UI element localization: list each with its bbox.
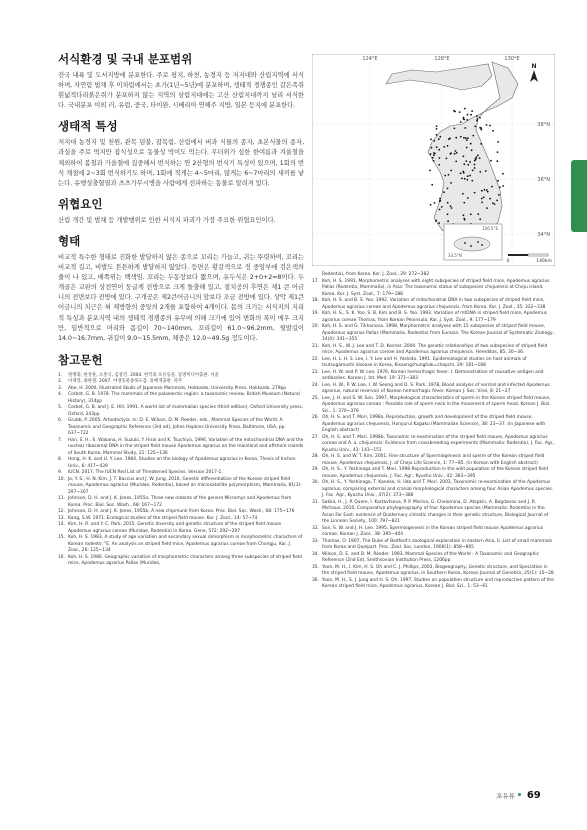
reference-item <box>312 298 555 311</box>
occurrence-point <box>430 153 432 155</box>
occurrence-point <box>483 196 485 198</box>
occurrence-point <box>481 198 483 200</box>
occurrence-point <box>462 193 464 195</box>
reference-text: IUCN. 2017, The IUCN Red List of Threatened Species. Version 2017-1. <box>68 470 223 476</box>
occurrence-point <box>467 137 469 139</box>
reference-text: Koh, H. S., S. K. Yoo, S. B. Kim and B. S. Yoo. 1993. Variation of mtDNA in striped field mice, Apodemus agrarius coreae Thomas, from Korean Peninsula. Kor. J. Syst. Zool., 9: 177~179 <box>322 311 548 323</box>
occurrence-point <box>476 156 478 158</box>
occurrence-point <box>463 202 465 204</box>
threat-heading: 위협요인 <box>58 196 103 211</box>
reference-item <box>312 357 555 370</box>
occurrence-point <box>436 134 438 136</box>
occurrence-point <box>461 178 463 180</box>
reference-text: Jo, Y. S., H. N. Kim, J. T. Baccus and J. W. Jung, 2016, Genetic differentiation of the Korean striped field mouse, Apodemus agrarius (Muridae, Rodentia), based on microsatellite polymorphism, Mammalia, 81(3): 297~307 <box>68 476 302 495</box>
occurrence-point <box>474 164 476 166</box>
jeju-inset <box>444 224 502 260</box>
occurrence-point <box>444 175 446 177</box>
occurrence-point <box>492 130 494 132</box>
occurrence-point <box>479 127 481 129</box>
occurrence-point <box>469 161 471 163</box>
reference-item <box>312 435 555 455</box>
occurrence-point <box>467 164 469 166</box>
occurrence-point <box>439 200 441 202</box>
occurrence-point <box>438 138 440 140</box>
reference-item <box>312 539 555 552</box>
reference-number: 25. <box>312 395 319 401</box>
reference-text: Oh, H. S. and T. Mori. 1998b, Taxonomic re-examination of the striped field mouse, Apodemus agrarius coreae and A. a. chejuensis: Evidence from crossbreeding experiments (Mammalia: Rodentia), J. Fac. Agr., Kyushu Univ., 43: 143~151 <box>322 434 555 453</box>
occurrence-point <box>476 120 478 122</box>
reference-item <box>58 555 304 568</box>
section-tab <box>571 160 587 232</box>
occurrence-point <box>434 202 436 204</box>
north-label: N <box>531 63 537 70</box>
reference-text: Corbet, G. B. and J. E. Hill, 1991, A world list of mammalian species (third edition), Oxford University press, Oxford, 243pp <box>68 405 304 417</box>
reference-item <box>58 457 304 470</box>
occurrence-point <box>463 137 465 139</box>
reference-number: 15. <box>58 535 65 541</box>
reference-number: 32. <box>312 525 319 531</box>
reference-text: Grubb, P. 2005, Artiodactyla. In: D. E. Wilson, D. M. Reeder, eds., Mammal Species of the World, A Taxonomic and Geographic Reference (3rd ed), Johns Hopkins University Press, Baltimore, USA, pp. 637~722 <box>68 418 286 437</box>
occurrence-point <box>464 108 466 110</box>
occurrence-point <box>465 160 467 162</box>
occurrence-point <box>466 119 468 121</box>
occurrence-point <box>436 146 438 148</box>
reference-text: Sakka, H., J. P. Quere, I. Kartavtseva, P. P. Marina, G. Chelomina, D. Atopkin, A. Bogdanov and J. R. Michaux. 2010, Comparative phylogeography of four Apodemus species (Mammalia: Rodentia) in the Asian Far East: evidence of Quaternary climatic changes in their genetic structure, Biological Journal of the Linnean Society, 100: 797~821 <box>322 499 549 524</box>
occurrence-point <box>438 222 440 224</box>
reference-text: Abe, H. 2000, Illustrated Skulls of Japanese Mammals, Hokkaido, University Press, Hokkaido. 279pp <box>68 385 287 391</box>
occurrence-point <box>474 126 476 128</box>
distribution-map <box>312 54 555 266</box>
lon-label: 130°E <box>504 56 520 62</box>
occurrence-point <box>431 147 433 149</box>
reference-item <box>58 438 304 458</box>
reference-text: Lee, H. L. H. S. Lee, I. Y. Lee and H. Yoshida. 1991. Epidemiological studies on host animals of tsutsugamushi disease in Korea, Kisaengchunghak=chapchi, 29: 181~188 <box>322 356 527 368</box>
scale-label: 140km <box>536 259 552 264</box>
reference-item <box>312 415 555 435</box>
occurrence-point <box>463 214 465 216</box>
occurrence-point <box>470 213 472 215</box>
lat-label: 34°N <box>537 232 550 238</box>
references-list-right <box>312 272 555 591</box>
reference-number: 16. <box>58 554 65 560</box>
reference-text: Oh, H. S., Y. Yoshinaga and T. Mori. 1998 Reproduction in the wild population of the Korean striped field mouse, Apodemus chejuensis, J. Fac. Agr., Kyushu Univ., 42: 383~395 <box>322 467 549 479</box>
reference-item <box>312 324 555 344</box>
reference-item <box>312 370 555 383</box>
reference-item <box>312 500 555 526</box>
reference-item <box>58 477 304 497</box>
reference-text: Oh, H. S. and W. T. Kim, 2001, Fine structure of Spermiogenesis and sperm of the Korean striped field mouse, Apodemus chejuensis, J. of Cheju Life Science, 1: 77~85. (in Korean with English abstract) <box>322 454 545 466</box>
habitat-paragraph: 전국 내륙 및 도서지방에 분포한다. 주로 평지, 하천, 농경지 등 저지대와 산림지역에 서식하며, 자연림 벌채 후 이차림에서는 초기(1년~5년)에 분포하며, 생태적 경쟁종인 갈은족쥐 흰넓적다리붉은쥐가 분포하지 않는 지역의 삼림지대에는 고산 산림지대까지 널리 서식한다. 국내분포 이외 러, 유럽, 중국, 타이완, 시베리아 연해주 지방, 일본 등지에 분포한다. <box>58 71 304 110</box>
occurrence-point <box>471 180 473 182</box>
reference-number: 33. <box>312 538 319 544</box>
reference-item <box>58 535 304 555</box>
reference-text: Koh, H. S., W. J. Lee and T. D. Kocher. 2000. The genetic relationships of two subspecies of striped field mice, Apodemus agrarius coreae and Apodemus agrarius chejuensis. Hereditas, 85: 30~36. <box>322 343 548 355</box>
occurrence-point <box>439 136 441 138</box>
occurrence-point <box>487 191 489 193</box>
occurrence-point <box>474 167 476 169</box>
occurrence-point <box>429 170 431 172</box>
occurrence-point <box>492 202 494 204</box>
reference-text: Yoon, M. H., I. Kim, H. S. Oh and C. J. Phillips, 2003, Biogeography, Genetic structure, and Speciation in the striped field mouse, Apodemus agrarius, in Southern Korea, Korean Journal of Genetics, 25(1): 15~28 <box>322 564 554 576</box>
reference-number: 19. <box>312 311 319 316</box>
reference-number: 18. <box>312 298 319 303</box>
right-column <box>312 272 555 591</box>
reference-number: 1. <box>58 372 63 378</box>
occurrence-point <box>486 124 488 126</box>
ecology-heading: 생태적 특성 <box>58 119 118 134</box>
occurrence-point <box>497 180 499 182</box>
occurrence-point <box>463 163 465 165</box>
occurrence-point <box>460 136 462 138</box>
reference-text: Oh, H. S., Y. Yoshinaga, T. Kaneko, H. Iida and T. Mori. 2003, Taxonomic re-examination of the Apodemus agrarius, comparing external and cranial morphological characters among four Asian Apodemus species. J. Fac. Agr., Kyushu Univ., 47(2): 373~386 <box>322 480 554 498</box>
reference-text: Yoon, M. H., S. J. Jung and H. S. Oh. 1997. Studies on population structure and reproductive pattern of the Korean striped field mice, Apodemus agrarius, Korean J. Biol. Sci., 1: 53~61 <box>322 577 554 589</box>
occurrence-point <box>464 178 466 180</box>
occurrence-point <box>435 220 437 222</box>
occurrence-point <box>502 185 504 187</box>
occurrence-point <box>496 160 498 162</box>
reference-item <box>58 405 304 418</box>
occurrence-point <box>502 173 504 175</box>
occurrence-point <box>479 157 481 159</box>
reference-number: 8. <box>58 457 63 463</box>
footer-dot-icon <box>518 793 521 796</box>
reference-number: 3. <box>58 385 63 391</box>
scale-label: 0 <box>506 259 510 264</box>
reference-number: 34. <box>312 551 319 557</box>
occurrence-point <box>455 150 457 152</box>
footer-section-label: 포유류 <box>496 792 515 800</box>
occurrence-point <box>484 189 486 191</box>
reference-number: 23. <box>312 369 319 375</box>
occurrence-point <box>450 170 452 172</box>
threat-paragraph: 산림 개간 및 벌채 등 개발행위로 인한 서식지 파괴가 가장 주요한 위협요인이다. <box>58 215 276 224</box>
occurrence-point <box>467 197 469 199</box>
occurrence-point <box>432 157 434 159</box>
occurrence-point <box>491 186 493 188</box>
occurrence-point <box>463 218 465 220</box>
reference-number: 30. <box>312 480 319 485</box>
reference-text: Thomas, O. 1907, The Duke of Bedford's zoological exploration in eastern Asia, II. List of small mammals from Korea and Quelpart. Proc. Zool. Soc. London, 1906(1): 858~865 <box>322 538 553 550</box>
reference-item <box>312 578 555 591</box>
occurrence-point <box>479 117 481 119</box>
reference-number: 27. <box>312 434 319 440</box>
reference-number: 7. <box>58 437 63 443</box>
reference-number: 22. <box>312 356 319 362</box>
reference-item <box>58 392 304 405</box>
occurrence-point <box>448 174 450 176</box>
occurrence-point <box>433 140 435 142</box>
occurrence-point <box>476 115 478 117</box>
reference-number: 20. <box>312 324 319 329</box>
occurrence-point <box>451 207 453 209</box>
occurrence-point <box>481 202 483 204</box>
occurrence-point <box>436 125 438 127</box>
occurrence-point <box>477 118 479 120</box>
occurrence-point <box>448 138 450 140</box>
reference-item <box>312 526 555 539</box>
occurrence-point <box>479 218 481 220</box>
ecology-paragraph: 저지대 농경지 및 천원, 관목 덤불, 잡목림, 산림에서 버과 식물의 종자, 초본식물의 종자, 과실을 주로 먹지만 잡식성으로 동물성 먹이도 먹는다. 무더위가 심한 한여름과 겨울철을 제외하여 봄철과 가을철에 집중해서 번식하는 연 2산형의 번식기 특성이 있으며, 1회의 번식 계절에 2~3회 번식하기도 하며, 1회에 적게는 4~5마리, 많게는 6~7마리의 새끼를 낳는다. 유행성출혈열과 츠츠가무시병을 사람에게 전파하는 동물로 알려져 있다. <box>58 138 304 187</box>
reference-text: Koh, H. S. and G. Tikhonova. 1998, Morphometric analyses with 15 subspecies of striped field mouse, Apodemus agrarius Pallas (Mammalia, Rodentia) from Eurasia. The Korean Journal of Systematic Zoology, 14(4): 341~355 <box>322 324 554 342</box>
reference-text: Kim, H. R. and Y. C. Park, 2015. Genetic diversity and genetic structure of the striped field mouse Apodemus agrarius coreae (Muridae, Rodentia) in Korea. Gene, 572: 292~297 <box>68 522 282 534</box>
occurrence-point <box>471 110 473 112</box>
occurrence-point <box>464 127 466 129</box>
occurrence-point <box>490 160 492 162</box>
reference-text: Han, S. H., S. Wakana, H. Suzuki, Y. Hirai and K. Tsuchiya, 1996, Variation of the mitochondrial DNA and the nuclear ribosomal DNA in the striped field mouse Apodemus agrarius on the mainland and offshore islands of South Korea, Mammal Study, 21: 125~136 <box>68 437 304 456</box>
occurrence-point <box>433 152 435 154</box>
occurrence-point <box>466 179 468 181</box>
occurrence-point <box>470 114 472 116</box>
occurrence-point <box>454 111 456 113</box>
occurrence-point <box>433 154 435 156</box>
reference-item <box>58 522 304 535</box>
occurrence-point <box>481 190 483 192</box>
occurrence-point <box>471 149 473 151</box>
page-number: 69 <box>526 790 541 801</box>
occurrence-point <box>450 182 452 184</box>
reference-number: 9. <box>58 470 63 476</box>
reference-text: Wilson, D. E. and D. M. Reeder. 1993, Mammal Species of the World - A Taxonomic and Geographic Reference (2nd Ed), Smithsonian Institution Press, 1206pp <box>322 551 539 563</box>
occurrence-point <box>447 188 449 190</box>
reference-item <box>312 552 555 565</box>
occurrence-point <box>430 139 432 141</box>
occurrence-point <box>474 192 476 194</box>
reference-number: 5. <box>58 405 63 411</box>
occurrence-point <box>454 153 456 155</box>
occurrence-point <box>439 209 441 211</box>
occurrence-point <box>479 171 481 173</box>
occurrence-point <box>498 194 500 196</box>
occurrence-point <box>466 139 468 141</box>
occurrence-point <box>460 172 462 174</box>
reference-text: Lee, H. W., P. W. Lee, I. W. Seong and D. S. Park. 1978, Blood analysis of normal and infected Apodemus agrarius, natural reservoir of Korean hemorrhagic fever. Korean J. Soc. Virol, 8: 21~27 <box>322 382 550 394</box>
occurrence-point <box>472 135 474 137</box>
reference-text: Corbet, G. B. 1978. The mammals of the palaearctic region: a taxonomic review, British Museum (Natural History), 314pp <box>68 392 300 404</box>
occurrence-point <box>485 170 487 172</box>
references-list-left <box>58 373 304 568</box>
occurrence-point <box>439 198 441 200</box>
occurrence-point <box>499 186 501 188</box>
occurrence-point <box>486 189 488 191</box>
occurrence-point <box>431 184 433 186</box>
reference-number: 35. <box>312 564 319 570</box>
occurrence-point <box>489 198 491 200</box>
reference-number: 6. <box>58 418 63 424</box>
reference-item <box>312 565 555 578</box>
reference-text: Johnson, D. H. and J. K. Jones, 1955a. Three new rodents of the genera Micromys and Apodemus from Korea. Proc. Biol. Soc. Wash., 68: 167~172 <box>68 496 292 508</box>
reference-number: 10. <box>58 476 65 482</box>
occurrence-point <box>433 160 435 162</box>
reference-item <box>312 467 555 480</box>
occurrence-point <box>494 203 496 205</box>
occurrence-point <box>459 111 461 113</box>
occurrence-point <box>463 155 465 157</box>
occurrence-point <box>454 128 456 130</box>
occurrence-point <box>438 149 440 151</box>
occurrence-point <box>480 143 482 145</box>
reference-number: 14. <box>58 522 65 528</box>
lon-label: 128°E <box>434 56 450 62</box>
morphology-paragraph: 비교적 특수한 형태로 진화한 발달하지 않은 종으로 꼬리는 가늘고, 귀는 뚜렷하며, 꼬리는 비교적 길고, 비발도 튼튼하게 발달하지 않았다. 등면은 황갈색으로 정 중앙부에 검은색의 줄이 나 있고, 배쪽위는 백색임. 꼬리는 두동장보다 짧으며, 유두식은 2+0+2=8이다. 두개골은 교판의 상전연이 둥글게 전방으로 크게 돌출해 있고, 절치공의 후연은 제1 큰 어금니의 전면보다 전방에 있다. 구개공은 제2큰어금니의 앞보다 조금 전방에 있다. 상악 제1큰어금니의 치근은 혀 제방향의 중앙의 2개를 포함하여 4개이다. 몸의 크기는 서식지의 지리적 특성과 분포지역 내의 생태적 경쟁종의 유무에 의해 크기에 있어 변화의 폭이 매우 크지만, 일반적으로 머리와 몸길이 70~140mm, 꼬리길이 61.0~96.2mm, 뒷발길이 14.0~16.7mm, 귀길이 9.0~15.5mm, 체중은 12.0~49.5g 정도이다. <box>58 252 304 342</box>
reference-text: Lee, H. W. and P. W. Lee, 1976, Korean hemorrhagic fever: I. Demonstration of causative antigen and antibodies. Korean J. Int. Med. 19: 371~383 <box>322 369 544 381</box>
occurrence-point <box>463 118 465 120</box>
reference-number: 11. <box>58 496 65 502</box>
occurrence-point <box>439 157 441 159</box>
occurrence-point <box>497 141 499 143</box>
reference-text: Lee, J. H. and S. W. Son. 1997, Morphological characteristics of sperm in the Korean striped field mouse, Apodemus agrarius coreae : Possible role of sperm neck in the movement of sperm head, Korean J. Biol. Sci., 1: 370~379 <box>322 395 551 414</box>
occurrence-point <box>462 171 464 173</box>
occurrence-point <box>447 220 449 222</box>
reference-item <box>312 383 555 396</box>
occurrence-point <box>447 145 449 147</box>
occurrence-point <box>443 191 445 193</box>
occurrence-point <box>477 155 479 157</box>
left-column <box>58 52 304 568</box>
reference-number: 24. <box>312 382 319 388</box>
occurrence-point <box>446 158 448 160</box>
reference-number: 13. <box>58 515 65 521</box>
occurrence-point <box>436 128 438 130</box>
reference-number: 29. <box>312 467 319 472</box>
reference-number: 31. <box>312 499 319 505</box>
reference-number: 36. <box>312 577 319 583</box>
reference-text: Oh, H. S. and T. Mori, 1998a, Reproduction, growth and development of the striped field mouse, Apodemus agrarius chejuensis, Honyurui Kagaku (Mammalian Science), 38: 23~37. (in Japanese with English abstract) <box>322 415 546 433</box>
lon-label: 124°E <box>362 56 378 62</box>
occurrence-point <box>465 137 467 139</box>
occurrence-point <box>443 146 445 148</box>
occurrence-point <box>481 129 483 131</box>
reference-number: 4. <box>58 392 63 398</box>
occurrence-point <box>450 205 452 207</box>
reference-item <box>312 344 555 357</box>
occurrence-point <box>467 175 469 177</box>
lat-label: 36°N <box>537 177 550 183</box>
occurrence-point <box>469 175 471 177</box>
morphology-heading: 형태 <box>58 233 81 248</box>
reference-text: Son, S. W. and J. H. Lee. 1995, Spermiogenesis in the Korean striped field mouse Apodemus agrarius coreae. Korean J. Zool., 38: 395~404 <box>322 525 543 537</box>
occurrence-point <box>477 213 479 215</box>
reference-item <box>312 480 555 500</box>
reference-number: 17. <box>312 278 319 284</box>
occurrence-point <box>496 200 498 202</box>
occurrence-point <box>441 206 443 208</box>
occurrence-point <box>438 164 440 166</box>
reference-number: 26. <box>312 415 319 420</box>
reference-item <box>312 454 555 467</box>
occurrence-point <box>455 161 457 163</box>
occurrence-point <box>430 204 432 206</box>
reference-text: Johnson, D. H. and J. K. Jones, 1955b, A new chipmunk from Korea. Proc. Biol. Soc. Wash., 68: 175~176 <box>68 509 295 515</box>
occurrence-point <box>450 152 452 154</box>
reference-number: 21. <box>312 343 319 349</box>
reference-text: Koh, H. S. and B. S. Yoo. 1992. Variation of mitochondrial DNA in two subspecies of striped field mice, Apodemus agrarius coreae and Apodemus agrarius chejuensis, from Korea. Kor. J. Zool., 35: 332~338 <box>322 298 546 310</box>
occurrence-point <box>472 170 474 172</box>
occurrence-point <box>460 121 462 123</box>
reference-text: 원병휘, 한상훈, 오홍식, 김창진. 2004. 한국의 포유동물. 동방미디어출판. 서울 <box>68 372 219 378</box>
occurrence-point <box>486 207 488 209</box>
reference-item <box>312 396 555 416</box>
reference-item <box>312 279 555 299</box>
occurrence-point <box>447 202 449 204</box>
reference-text: 이재영, 최한철. 2007. 야생동물종목도감. 돌베개출판. 파주 <box>68 379 183 385</box>
reference-number: 28. <box>312 454 319 459</box>
occurrence-point <box>470 143 472 145</box>
reference-text: Rodentia), from Korea. Kor. J. Zool., 29: 272~282 <box>322 272 430 277</box>
reference-text: Koh, H. S. 1983, A study of age variation and secondary sexual dimorphism in morphometric characters of Korean rodents: "E. An analysis on striped field mice, Apodemus agrarius coreae from Chongju. Kor. J. Zool., 26: 125~134 <box>68 535 303 554</box>
occurrence-point <box>447 213 449 215</box>
page-footer <box>496 790 541 801</box>
reference-item <box>58 418 304 438</box>
reference-number: 12. <box>58 509 65 515</box>
occurrence-point <box>456 152 458 154</box>
lat-label: 38°N <box>537 122 550 128</box>
inset-lat-label: 33.5°N <box>448 253 462 258</box>
occurrence-point <box>455 137 457 139</box>
inset-lon-label: 126.5°E <box>482 226 498 231</box>
occurrence-point <box>489 125 491 127</box>
reference-item <box>312 311 555 324</box>
occurrence-point <box>467 114 469 116</box>
reference-text: Koh, H. S. 1986, Geographic variation of morphometric characters among three subspecies of striped field mice, Apodemus agrarius Pallas (Muridae, <box>68 554 302 567</box>
reference-text: Koh, H. S. 1991, Morphometric analyses with eight subspecies of striped field mice, Apodemus agrarius Pallas (Rodentia, Mammalia), in Asia: The taxonomic status of subspecies chejuensis at Cheju island, Korea. Kor. J. Syst. Zool., 7: 179~188 <box>322 278 550 297</box>
reference-text: Hong, H. K. and U. Y. Lee, 1984, Studies on the biology of Apodemus agrarius in Korea, Thesis of Inchon Univ., 6: 417~439 <box>68 457 296 469</box>
reference-text: Kang, S.W. 1971. Ecological studies of the striped field mouse. Kor. J. Zool., 14: 57~74 <box>68 515 258 521</box>
reference-item <box>58 496 304 509</box>
jeju-island <box>454 237 490 251</box>
occurrence-point <box>497 151 499 153</box>
habitat-heading: 서식환경 및 국내 분포범위 <box>58 52 193 66</box>
occurrence-point <box>466 147 468 149</box>
reference-number: 2. <box>58 379 63 385</box>
references-heading: 참고문헌 <box>58 352 103 367</box>
